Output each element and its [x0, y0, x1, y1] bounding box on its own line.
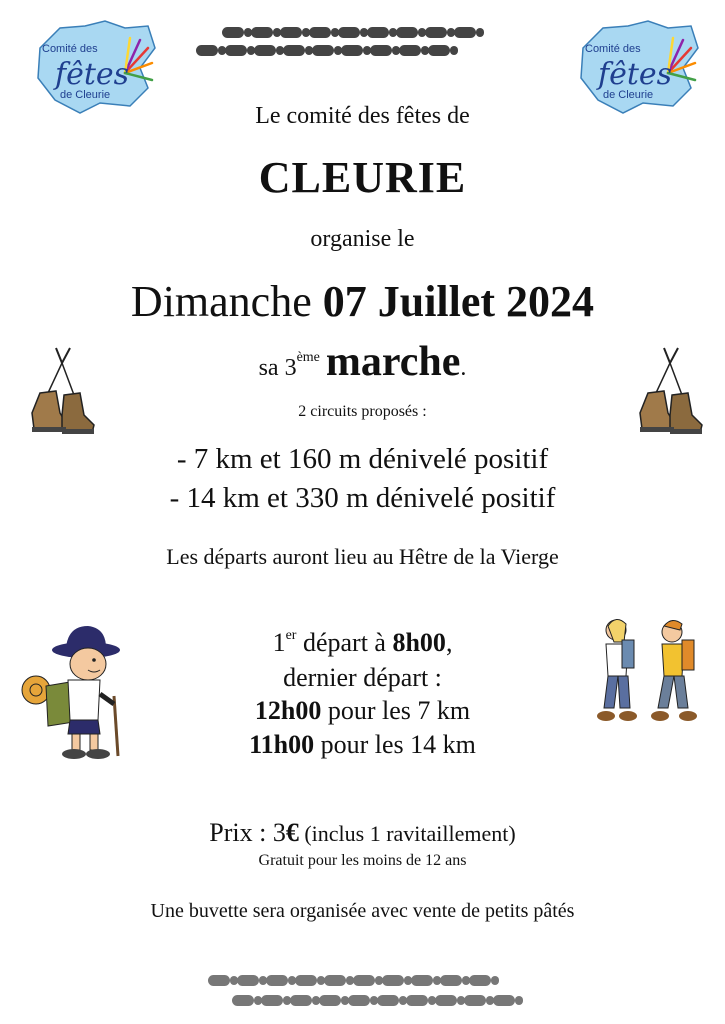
organise-text: organise le	[310, 226, 415, 252]
buvette-text: Une buvette sera organisée avec vente de petits pâtés	[150, 900, 575, 922]
hiking-boots-icon	[26, 343, 98, 438]
footprint-icon	[406, 995, 428, 1006]
free-note: Gratuit pour les moins de 12 ans	[258, 852, 467, 869]
svg-text:Comité des: Comité des	[585, 43, 641, 55]
svg-text:de Cleurie: de Cleurie	[60, 89, 111, 101]
last-departure-line	[0, 696, 725, 726]
svg-text:de Cleurie: de Cleurie	[603, 89, 654, 101]
first-time: 8h00	[392, 628, 446, 657]
first-sup: er	[285, 628, 297, 643]
footprint-icon	[454, 27, 476, 38]
footprint-icon	[377, 995, 399, 1006]
footprint-icon	[295, 975, 317, 986]
footprints-bottom-row-2	[232, 995, 522, 1006]
hiking-boots-icon	[634, 343, 706, 438]
footprints-top-row-2	[196, 45, 457, 56]
first-prefix: 1	[272, 628, 286, 657]
event-name: marche	[325, 339, 461, 385]
first-text: départ à	[296, 628, 393, 657]
footprint-icon	[319, 995, 341, 1006]
event-date	[0, 276, 725, 327]
last-time: 12h00	[254, 696, 322, 725]
weekday: Dimanche	[130, 277, 312, 326]
footprints-top-row-1	[222, 27, 483, 38]
svg-text:Comité des: Comité des	[42, 43, 98, 55]
footprint-icon	[348, 995, 370, 1006]
footprint-icon	[283, 45, 305, 56]
village-title: CLEURIE	[258, 153, 467, 202]
footprint-icon	[324, 975, 346, 986]
footprint-icon	[338, 27, 360, 38]
footprint-icon	[382, 975, 404, 986]
departure-place: Les départs auront lieu au Hêtre de la Vierge	[166, 544, 559, 569]
footprint-icon	[353, 975, 375, 986]
footprint-icon	[428, 45, 450, 56]
price-line	[0, 818, 725, 848]
svg-text:fêtes: fêtes	[598, 57, 673, 92]
footprint-icon	[196, 45, 218, 56]
footprint-icon	[309, 27, 331, 38]
last-departure-label: dernier départ :	[283, 663, 442, 692]
last-text: pour les 14 km	[314, 730, 476, 759]
footprints-bottom-row-1	[208, 975, 498, 986]
footprint-icon	[425, 27, 447, 38]
footprint-icon	[435, 995, 457, 1006]
footprint-icon	[232, 995, 254, 1006]
price-currency: €	[285, 818, 299, 847]
footprint-icon	[411, 975, 433, 986]
footprint-icon	[208, 975, 230, 986]
circuit-item: - 7 km et 160 m dénivelé positif	[176, 443, 549, 475]
price-label: Prix : 3	[209, 818, 286, 847]
date-text: 07 Juillet 2024	[322, 277, 595, 326]
footprint-icon	[261, 995, 283, 1006]
event-suffix: .	[460, 355, 467, 381]
footprint-icon	[493, 995, 515, 1006]
first-departure	[0, 628, 725, 658]
footprint-icon	[367, 27, 389, 38]
footprint-icon	[222, 27, 244, 38]
footprint-icon	[399, 45, 421, 56]
last-text: pour les 7 km	[321, 696, 471, 725]
footprint-icon	[280, 27, 302, 38]
footprint-icon	[266, 975, 288, 986]
footprint-icon	[440, 975, 462, 986]
footprint-icon	[312, 45, 334, 56]
event-name-line	[0, 338, 725, 386]
footprint-icon	[290, 995, 312, 1006]
footprint-icon	[225, 45, 247, 56]
footprint-icon	[254, 45, 276, 56]
footprint-icon	[469, 975, 491, 986]
first-end: ,	[445, 628, 453, 657]
price-note: (inclus 1 ravitaillement)	[298, 821, 516, 846]
svg-text:fêtes: fêtes	[55, 57, 130, 92]
event-prefix: sa 3	[258, 355, 297, 381]
circuit-item: - 14 km et 330 m dénivelé positif	[169, 482, 556, 514]
footprint-icon	[251, 27, 273, 38]
footprint-icon	[464, 995, 486, 1006]
last-time: 11h00	[249, 730, 315, 759]
circuits-intro: 2 circuits proposés :	[298, 403, 427, 420]
footprint-icon	[370, 45, 392, 56]
footprint-icon	[341, 45, 363, 56]
intro-text: Le comité des fêtes de	[255, 103, 470, 129]
footprint-icon	[396, 27, 418, 38]
footprint-icon	[237, 975, 259, 986]
ordinal-sup: ème	[296, 350, 320, 365]
last-departure-line	[0, 730, 725, 760]
